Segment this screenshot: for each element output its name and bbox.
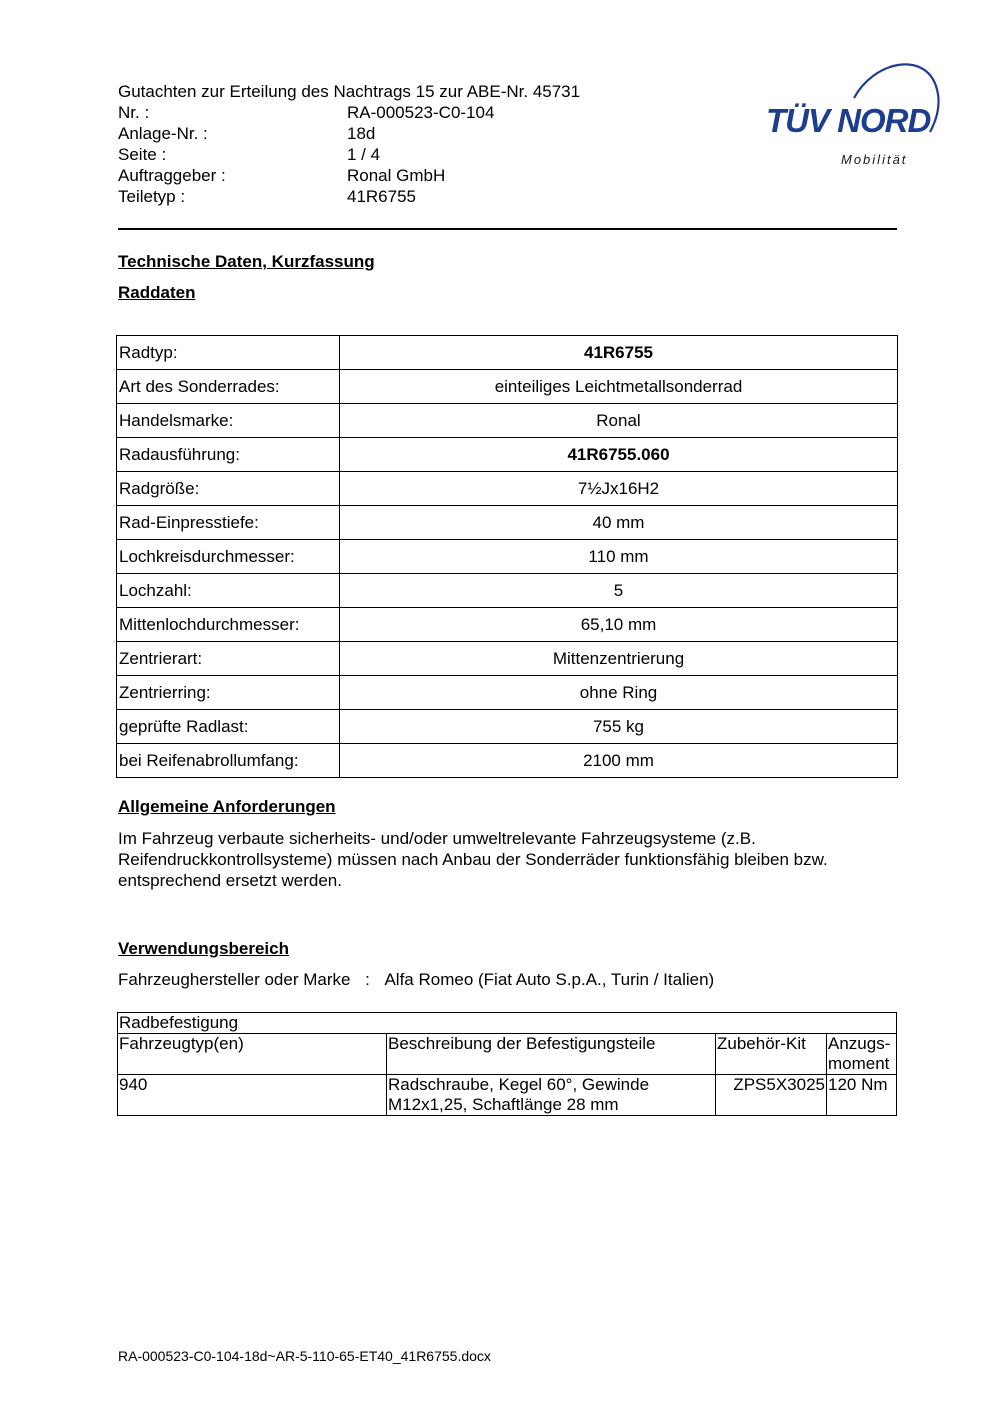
- wheel-data-value: Mittenzentrierung: [340, 642, 898, 676]
- document-title: Gutachten zur Erteilung des Nachtrags 15 zur ABE-Nr. 45731: [118, 82, 581, 101]
- wheel-data-row: [117, 676, 898, 710]
- wheel-data-value: einteiliges Leichtmetallsonderrad: [340, 370, 898, 404]
- mounting-cell: ZPS5X3025: [716, 1075, 827, 1116]
- document-header: [118, 81, 580, 207]
- wheel-data-key: Lochkreisdurchmesser:: [117, 540, 340, 574]
- usage-line: [118, 970, 714, 990]
- header-key: Teiletyp :: [118, 187, 186, 206]
- wheel-data-row: [117, 744, 898, 778]
- header-value: Ronal GmbH: [347, 166, 446, 185]
- wheel-data-row: [117, 438, 898, 472]
- wheel-data-row: [117, 472, 898, 506]
- wheel-data-value: 65,10 mm: [340, 608, 898, 642]
- logo-subtitle: Mobilität: [841, 152, 908, 167]
- section-raddaten-heading: Raddaten: [118, 283, 196, 302]
- usage-label: Fahrzeughersteller oder Marke: [118, 970, 351, 989]
- wheel-data-row: [117, 710, 898, 744]
- wheel-data-value: 5: [340, 574, 898, 608]
- header-key: Seite :: [118, 145, 167, 164]
- wheel-data-value: 41R6755.060: [340, 438, 898, 472]
- wheel-data-key: bei Reifenabrollumfang:: [117, 744, 340, 778]
- wheel-data-key: Radausführung:: [117, 438, 340, 472]
- wheel-data-row: [117, 540, 898, 574]
- header-row-auftraggeber: [118, 165, 580, 186]
- wheel-data-key: Art des Sonderrades:: [117, 370, 340, 404]
- wheel-data-row: [117, 506, 898, 540]
- header-key: Auftraggeber :: [118, 166, 226, 185]
- header-key: Nr. :: [118, 103, 150, 122]
- mounting-cell: Radschraube, Kegel 60°, Gewinde M12x1,25, Schaftlänge 28 mm: [387, 1075, 716, 1116]
- header-row-nr: [118, 102, 580, 123]
- wheel-data-key: Radgröße:: [117, 472, 340, 506]
- mounting-caption-row: [118, 1013, 897, 1034]
- wheel-data-key: Handelsmarke:: [117, 404, 340, 438]
- mounting-header-row: [118, 1034, 897, 1075]
- mounting-header-cell: Beschreibung der Befestigungsteile: [387, 1034, 716, 1075]
- wheel-data-value: 755 kg: [340, 710, 898, 744]
- wheel-data-value: 41R6755: [340, 336, 898, 370]
- header-row-seite: [118, 144, 580, 165]
- wheel-data-value: 110 mm: [340, 540, 898, 574]
- header-key: Anlage-Nr. :: [118, 124, 208, 143]
- document-footer: RA-000523-C0-104-18d~AR-5-110-65-ET40_41R6755.docx: [118, 1348, 491, 1364]
- mounting-data-row: [118, 1075, 897, 1116]
- mounting-table: [117, 1012, 897, 1116]
- mounting-cell: 940: [118, 1075, 387, 1116]
- wheel-data-key: Zentrierring:: [117, 676, 340, 710]
- wheel-data-key: Radtyp:: [117, 336, 340, 370]
- wheel-data-row: [117, 336, 898, 370]
- wheel-data-value: 7½Jx16H2: [340, 472, 898, 506]
- allgemein-paragraph: Im Fahrzeug verbaute sicherheits- und/oder umweltrelevante Fahrzeugsysteme (z.B. Reifendruckkontrollsysteme) müssen nach Anbau der Sonderräder funktionsfähig bleiben bzw. entsprechend ersetzt werden.: [118, 829, 828, 890]
- header-value: 1 / 4: [347, 145, 381, 164]
- wheel-data-value: 2100 mm: [340, 744, 898, 778]
- wheel-data-row: [117, 574, 898, 608]
- mounting-header-cell: Zubehör-Kit: [716, 1034, 827, 1075]
- wheel-data-table: [116, 335, 898, 778]
- header-divider: [118, 228, 897, 230]
- wheel-data-key: Zentrierart:: [117, 642, 340, 676]
- wheel-data-key: Rad-Einpresstiefe:: [117, 506, 340, 540]
- header-value: 18d: [347, 124, 376, 143]
- section-technical-heading: Technische Daten, Kurzfassung: [118, 252, 375, 271]
- header-value: 41R6755: [347, 187, 417, 206]
- header-row-teiletyp: [118, 186, 580, 207]
- mounting-caption: Radbefestigung: [118, 1013, 897, 1034]
- section-allgemein-heading: Allgemeine Anforderungen: [118, 797, 336, 816]
- wheel-data-row: [117, 404, 898, 438]
- wheel-data-value: Ronal: [340, 404, 898, 438]
- mounting-header-cell: Anzugs-moment: [827, 1034, 897, 1075]
- wheel-data-row: [117, 608, 898, 642]
- wheel-data-key: Lochzahl:: [117, 574, 340, 608]
- tuv-nord-logo: [764, 56, 944, 176]
- wheel-data-value: ohne Ring: [340, 676, 898, 710]
- mounting-cell: 120 Nm: [827, 1075, 897, 1116]
- wheel-data-row: [117, 370, 898, 404]
- header-value: RA-000523-C0-104: [347, 103, 495, 122]
- usage-value: Alfa Romeo (Fiat Auto S.p.A., Turin / Italien): [384, 970, 715, 989]
- wheel-data-value: 40 mm: [340, 506, 898, 540]
- header-row-anlage: [118, 123, 580, 144]
- wheel-data-key: Mittenlochdurchmesser:: [117, 608, 340, 642]
- wheel-data-key: geprüfte Radlast:: [117, 710, 340, 744]
- wheel-data-row: [117, 642, 898, 676]
- logo-wordmark: TÜV NORD: [766, 102, 931, 139]
- section-verwendung-heading: Verwendungsbereich: [118, 939, 289, 958]
- usage-separator: :: [365, 970, 370, 989]
- mounting-header-cell: Fahrzeugtyp(en): [118, 1034, 387, 1075]
